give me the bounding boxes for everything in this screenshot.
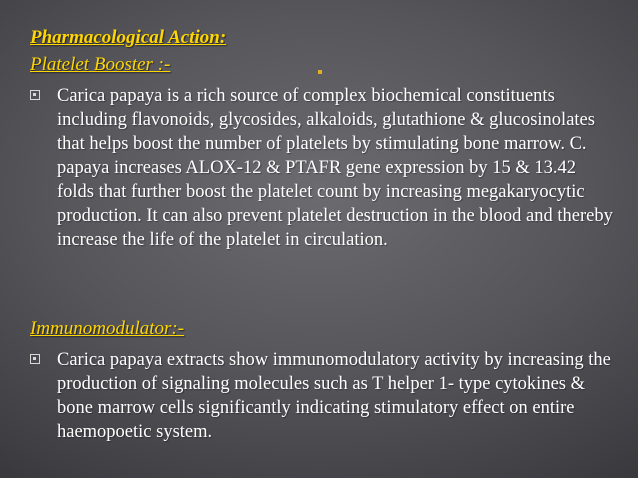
decorative-dot — [318, 70, 322, 74]
bullet-text-immunomodulator: Carica papaya extracts show immunomodulatory activity by increasing the production of signaling molecules such as T helper 1- type cytokines & bone marrow cells significantly indicating stimulatory effect on entire haemopoetic system. — [57, 350, 611, 442]
square-bullet-icon — [30, 354, 40, 364]
section-title-pharmacological-action: Pharmacological Action: — [30, 27, 227, 48]
subheading-platelet-booster: Platelet Booster :- — [30, 54, 171, 75]
square-bullet-icon — [30, 90, 40, 100]
bullet-item-platelet-booster — [30, 84, 615, 252]
subheading-immunomodulator: Immunomodulator:- — [30, 318, 185, 339]
bullet-text-platelet-booster: Carica papaya is a rich source of complex biochemical constituents including flavonoids, glycosides, alkaloids, glutathione & glucosinolates that helps boost the number of platelets by stimulating bone marrow. C. papaya increases ALOX-12 & PTAFR gene expression by 15 & 13.42 folds that further boost the platelet count by increasing megakaryocytic production. It can also prevent platelet destruction in the blood and thereby increase the life of the platelet in circulation. — [57, 86, 613, 250]
bullet-item-immunomodulator — [30, 348, 615, 444]
